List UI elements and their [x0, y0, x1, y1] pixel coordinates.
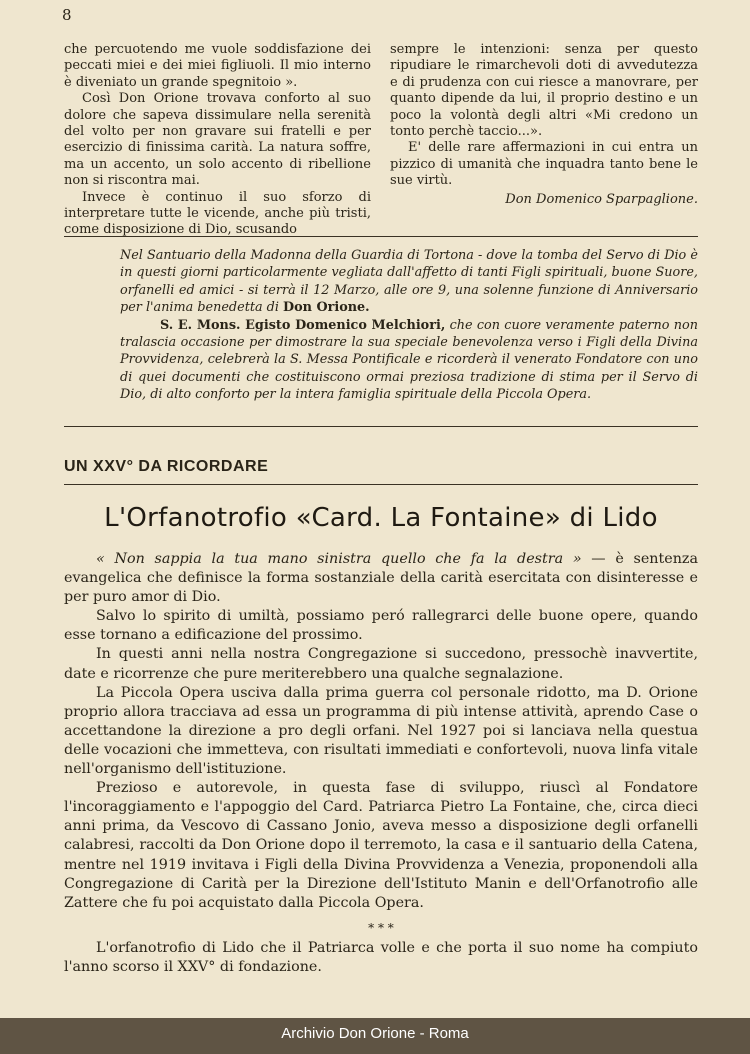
divider-section — [64, 484, 698, 485]
left-paragraph-2: Così Don Orione trovava conforto al suo dolore che sapeva dissimulare nella serenità del volto per non gravare sui fratelli e per esercizio di finissima carità. La natura soffre, ma un accento, un solo accento di ribellione non si riscontra mai. — [64, 91, 371, 189]
archive-footer: Archivio Don Orione - Roma — [281, 1025, 469, 1042]
section-separator-stars: * * * — [368, 920, 394, 935]
article-paragraph-1-rest: — è sentenza evangelica che definisce la forma sostanziale della carità esercitata con disinteresse e per puro amor di Dio. — [64, 551, 698, 606]
article-paragraph-5: Prezioso e autorevole, in questa fase di sviluppo, riuscì al Fondatore l'incoraggiamento e l'appoggio del Card. Patriarca Pietro La Fontaine, che, circa dieci anni prima, da Vescovo di Cassano Jonio, aveva messo a disposizione degli orfanelli calabresi, raccolti da Don Orione dopo il terremoto, la casa e il santuario della Catena, mentre nel 1919 invitava i Figli della Divina Provvidenza a Venezia, proponendoli alla Congregazione di Carità per la Direzione dell'Istituto Manin e dell'Orfanotrofio alle Zattere che fu poi acquistato dalla Piccola Opera. — [64, 780, 698, 911]
article-body — [64, 550, 698, 977]
article-paragraph-6: L'orfanotrofio di Lido che il Patriarca volle e che porta il suo nome ha compiuto l'anno scorso il XXV° di fondazione. — [64, 939, 698, 975]
notice-paragraph-2 — [120, 317, 698, 404]
article-paragraph-3: In questi anni nella nostra Congregazione si succedono, pressochè inavvertite, date e ricorrenze che pure meriterebbero una qualche segnalazione. — [64, 646, 698, 682]
divider-top — [64, 236, 698, 237]
notice-text-1: Nel Santuario della Madonna della Guardia di Tortona - dove la tomba del Servo di Dio è in questi giorni particolarmente vegliata dall'affetto di tanti Figli spirituali, buone Suore, orfanelli ed amici - si terrà il 12 Marzo, alle ore 9, una solenne funzione di Anniversario per l'anima benedetta di — [120, 248, 698, 316]
divider-middle — [64, 426, 698, 427]
notice-celebrant: S. E. Mons. Egisto Domenico Melchiori, — [160, 317, 446, 333]
article-paragraph-2: Salvo lo spirito di umiltà, possiamo peró rallegrarci delle buone opere, quando esse tornano a edificazione del prossimo. — [64, 608, 698, 644]
left-column — [64, 42, 371, 239]
right-column — [390, 42, 698, 208]
anniversary-notice — [120, 247, 698, 404]
notice-text-2: che con cuore veramente paterno non tralascia occasione per dimostrare la sua speciale benevolenza verso i Figli della Divina Provvidenza, celebrerà la S. Messa Pontificale e ricorderà il venerato Fondatore con uno di quei documenti che costituiscono ormai preziosa tradizione di stima per il Servo di Dio, di alto conforto per la intera famiglia spirituale della Piccola Opera. — [120, 317, 698, 403]
article-title: L'Orfanotrofio «Card. La Fontaine» di Lido — [104, 503, 658, 533]
left-paragraph-3: Invece è continuo il suo sforzo di interpretare tutte le vicende, anche più tristi, come disposizione di Dio, scusando — [64, 189, 371, 238]
section-label: UN XXV° DA RICORDARE — [64, 458, 269, 475]
page-number: 8 — [62, 6, 72, 24]
article-paragraph-1 — [64, 550, 698, 607]
left-paragraph-1: che percuotendo me vuole soddisfazione dei peccati miei e dei miei figliuoli. Il mio interno è diveniato un grande spegnitoio ». — [64, 42, 371, 90]
article-paragraph-4: La Piccola Opera usciva dalla prima guerra col personale ridotto, ma D. Orione proprio allora tracciava ad essa un programma di più intense attività, aprendo Case o accettandone la direzione a pro degli orfani. Nel 1927 poi si lanciava nella questua delle vocazioni che immetteva, con risultati immediati e confortevoli, nuova linfa vitale nell'organismo dell'istituzione. — [64, 684, 698, 778]
right-paragraph-2: E' delle rare affermazioni in cui entra un pizzico di umanità che inquadra tanto bene le sue virtù. — [390, 140, 698, 189]
notice-paragraph-1 — [120, 247, 698, 317]
gospel-quote: « Non sappia la tua mano sinistra quello che fa la destra » — [96, 551, 582, 567]
author-signature: Don Domenico Sparpaglione. — [505, 191, 698, 207]
notice-don-orione: Don Orione. — [283, 300, 370, 316]
right-paragraph-1: sempre le intenzioni: senza per questo ripudiare le rimarchevoli doti di avvedutezza e di prudenza con cui riesce a manovrare, per quanto dipende da lui, il proprio destino e un poco la volontà degli altri «Mi credono un tonto perchè taccio...». — [390, 42, 698, 140]
